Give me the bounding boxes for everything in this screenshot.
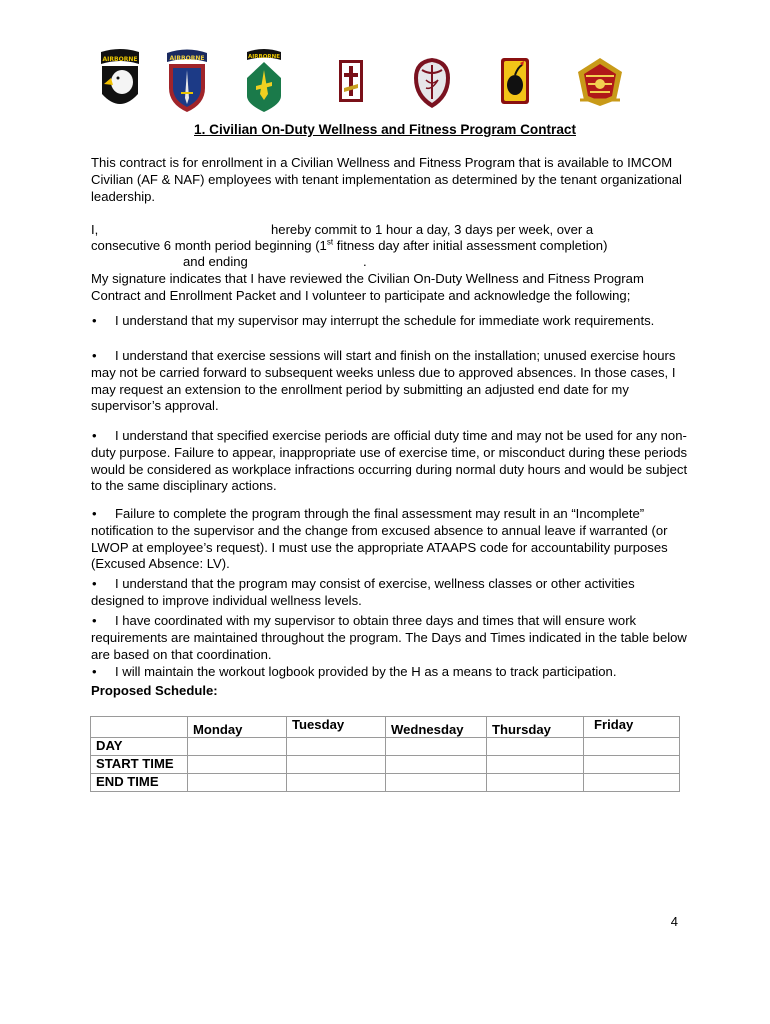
list-item (91, 506, 691, 573)
commit-name-prefix: I, (91, 222, 99, 237)
start-time-cell[interactable] (386, 756, 487, 774)
row-header-start-time: START TIME (91, 756, 188, 774)
start-time-cell[interactable] (287, 756, 386, 774)
table-row (91, 774, 680, 792)
list-item-text: I understand that exercise sessions will start and finish on the installation; unused exercise hours may not be carried forward to subsequent weeks unless due to approved absences. In those cases, I may request an extension to the enrollment period by submitting an adjusted end date for my supervisor’s approval. (91, 348, 676, 414)
row-header-end-time: END TIME (91, 774, 188, 792)
start-time-cell[interactable] (584, 756, 680, 774)
medical-caduceus-patch-icon (412, 48, 452, 110)
list-item-text: Failure to complete the program through the final assessment may result in an “Incomplete” notification to the supervisor and the change from excused absence to annual leave if warranted (or LWOP at employee’s request). I must use the appropriate ATAAPS code for accountability purposes (Excused Absence: LV). (91, 506, 668, 572)
intro-paragraph: This contract is for enrollment in a Civilian Wellness and Fitness Program that is available to IMCOM Civilian (AF & NAF) employees with tenant implementation as determined by the tenant organizational leadership. (91, 155, 682, 204)
column-header-friday: Friday (584, 717, 680, 738)
page-number: 4 (670, 914, 678, 929)
end-time-cell[interactable] (188, 774, 287, 792)
column-header-wednesday: Wednesday (386, 717, 487, 738)
list-item-text: I understand that specified exercise periods are official duty time and may not be used for any non-duty purpose. Failure to appear, inappropriate use of exercise time, or misconduct during these periods would be considered as workplace infractions occurring during normal duty hours and would be subject to the same disciplinary actions. (91, 428, 688, 494)
bullet-symbol: • (92, 664, 97, 679)
table-row (91, 738, 680, 756)
table-row (91, 756, 680, 774)
commit-ending-period: . (363, 254, 367, 269)
end-time-cell[interactable] (386, 774, 487, 792)
bullet-symbol: • (92, 506, 97, 521)
list-item (91, 313, 691, 330)
table-header-row (91, 717, 680, 738)
commitment-line-2 (91, 238, 691, 255)
commitment-line-1 (91, 222, 691, 239)
bullet-symbol: • (92, 576, 97, 591)
airborne-tab-text: AIRBORNE (247, 54, 281, 60)
airborne-tab-text: AIRBORNE (102, 56, 138, 63)
list-item (91, 664, 691, 681)
day-cell[interactable] (188, 738, 287, 756)
medical-command-cross-patch-icon (336, 48, 366, 104)
start-time-cell[interactable] (487, 756, 584, 774)
end-time-cell[interactable] (287, 774, 386, 792)
proposed-schedule-heading: Proposed Schedule: (91, 683, 218, 698)
list-item (91, 348, 691, 415)
list-item-text: I have coordinated with my supervisor to obtain three days and times that will ensure work requirements are maintained throughout the program. The Days and Times indicated in the table below are based on that coordination. (91, 613, 687, 662)
column-header-tuesday: Tuesday (287, 717, 386, 738)
start-time-cell[interactable] (188, 756, 287, 774)
day-cell[interactable] (386, 738, 487, 756)
list-item (91, 428, 691, 495)
end-time-cell[interactable] (584, 774, 680, 792)
ordnance-bomb-patch-icon (500, 48, 530, 105)
garrison-crest-icon (576, 48, 624, 108)
commit-period-text-end: fitness day after initial assessment completion) (333, 238, 608, 253)
bullet-symbol: • (92, 313, 97, 328)
end-time-cell[interactable] (487, 774, 584, 792)
day-cell[interactable] (487, 738, 584, 756)
signature-paragraph: My signature indicates that I have reviewed the Civilian On-Duty Wellness and Fitness Program Contract and Enrollment Packet and I volunteer to participate and acknowledge the following; (91, 271, 644, 303)
airborne-sword-patch-icon (164, 48, 210, 114)
bullet-symbol: • (92, 613, 97, 628)
list-item-text: I understand that my supervisor may interrupt the schedule for immediate work requirements. (115, 313, 655, 328)
day-cell[interactable] (584, 738, 680, 756)
list-item (91, 613, 691, 663)
airborne-eagle-patch-icon (98, 48, 142, 114)
schedule-table (90, 716, 680, 792)
airborne-tab-text: AIRBORNE (169, 55, 205, 62)
row-header-day: DAY (91, 738, 188, 756)
bullet-symbol: • (92, 428, 97, 443)
commit-hours-text: hereby commit to 1 hour a day, 3 days per week, over a (271, 222, 594, 237)
special-forces-airborne-patch-icon (244, 48, 284, 114)
commit-ending-text: and ending (183, 254, 248, 269)
column-header-monday: Monday (188, 717, 287, 738)
day-cell[interactable] (287, 738, 386, 756)
list-item (91, 576, 691, 610)
list-item-text: I understand that the program may consist of exercise, wellness classes or other activities designed to improve individual wellness levels. (91, 576, 635, 608)
insignia-row (94, 48, 694, 120)
commit-period-text: consecutive 6 month period beginning (1 (91, 238, 327, 253)
ordinal-superscript: st (326, 237, 334, 247)
bullet-symbol: • (92, 348, 97, 363)
column-header-thursday: Thursday (487, 717, 584, 738)
table-corner-cell (91, 717, 188, 738)
list-item-text: I will maintain the workout logbook provided by the H as a means to track participation. (115, 664, 617, 679)
document-title: 1. Civilian On-Duty Wellness and Fitness Program Contract (194, 122, 576, 137)
